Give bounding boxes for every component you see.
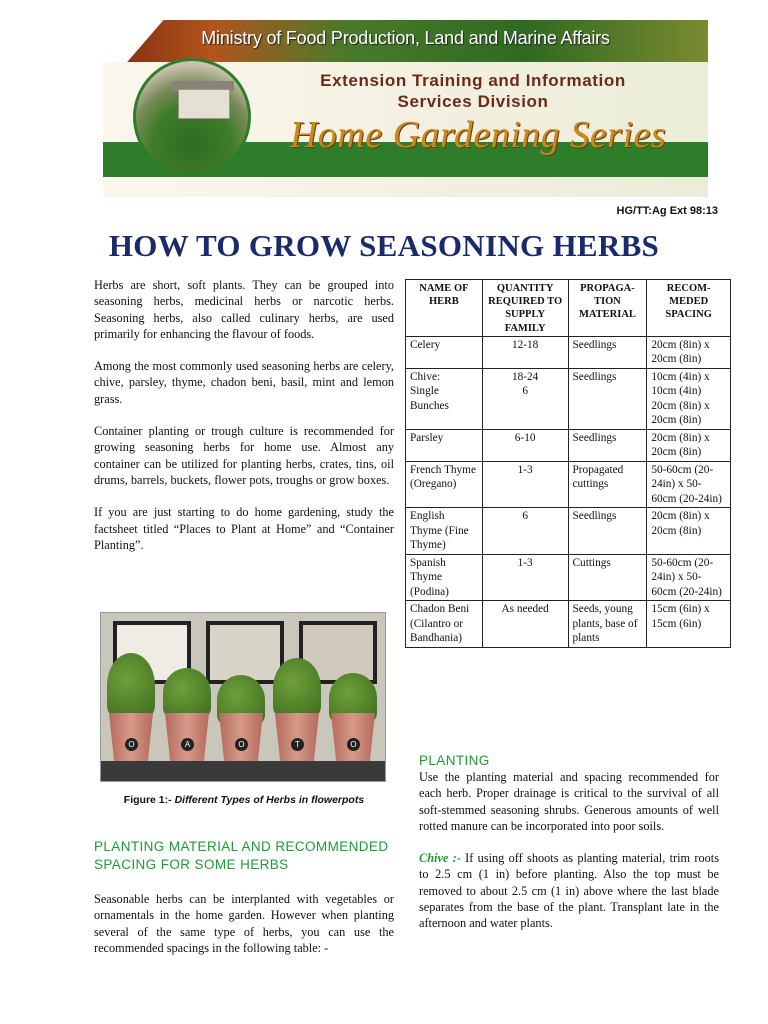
figure-label: Figure 1:- — [123, 794, 172, 806]
cell-herb-name: Celery — [406, 336, 483, 368]
figure-caption — [94, 794, 394, 806]
table-row — [406, 508, 731, 555]
herb-plant — [163, 668, 211, 718]
header-banner — [103, 20, 708, 197]
intro-column — [94, 277, 394, 569]
figure-caption-text: Different Types of Herbs in flowerpots — [174, 794, 365, 806]
intro-paragraph-3: Container planting or trough culture is recommended for growing seasoning herbs for home use. Almost any container can be utilized for planting herbs, crates, tins, oil drums, barrels, buckets, flower pots, troughs or grow boxes. — [94, 424, 394, 487]
table-row — [406, 554, 731, 601]
intro-paragraph-4: If you are just starting to do home gardening, study the factsheet titled “Places to Plant at Home” and “Container Planting”. — [94, 505, 394, 552]
section-spacing-body: Seasonable herbs can be interplanted with vegetables or ornamentals in the home garden. However when planting several of the same type of herbs, you can use the recommended spacings in the following table: - — [94, 892, 394, 955]
cell-propagation: Propagated cuttings — [568, 461, 647, 508]
cell-herb-name: English Thyme (Fine Thyme) — [406, 508, 483, 555]
cell-propagation: Seedlings — [568, 429, 647, 461]
section-heading-planting: PLANTING — [419, 753, 490, 768]
cell-quantity: 1-3 — [482, 461, 568, 508]
herb-plant — [273, 658, 321, 718]
cell-spacing: 20cm (8in) x 20cm (8in) — [647, 336, 731, 368]
series-title: Home Gardening Series — [289, 114, 667, 156]
cell-herb-name: Parsley — [406, 429, 483, 461]
herb-spacing-table — [405, 279, 731, 648]
cell-quantity: 1-3 — [482, 554, 568, 601]
chive-label: Chive :- — [419, 851, 461, 866]
column-header-propagation: PROPAGA-TION MATERIAL — [568, 280, 647, 337]
cell-quantity: 6-10 — [482, 429, 568, 461]
herb-plant — [107, 653, 155, 718]
cell-herb-name: French Thyme (Oregano) — [406, 461, 483, 508]
cell-herb-name: Spanish Thyme (Podina) — [406, 554, 483, 601]
section-heading-spacing: PLANTING MATERIAL AND RECOMMENDED SPACING FOR SOME HERBS — [94, 839, 389, 872]
shelf — [101, 761, 385, 781]
cell-quantity: 18-24 6 — [482, 368, 568, 429]
table-row — [406, 336, 731, 368]
table-header-row — [406, 280, 731, 337]
table-row — [406, 461, 731, 508]
division-line-2: Services Division — [397, 92, 549, 111]
column-header-name: NAME OF HERB — [406, 280, 483, 337]
column-header-spacing: RECOM-MEDED SPACING — [647, 280, 731, 337]
cell-propagation: Cuttings — [568, 554, 647, 601]
chive-text: If using off shoots as planting material, trim roots to 2.5 cm (1 in) before planting. Also the top must be removed to about 2.5 cm (1 in) above where the last blade separates from the base of the plant. Transplant late in the afternoon and water plants. — [419, 851, 719, 931]
cell-herb-name: Chive: Single Bunches — [406, 368, 483, 429]
pot-label: O — [347, 738, 360, 751]
division-line-1: Extension Training and Information — [320, 71, 626, 90]
pot-label: A — [181, 738, 194, 751]
planting-paragraph: Use the planting material and spacing recommended for each herb. Proper drainage is critical to the survival of all soft-stemmed seasoning shrubs. Generous amounts of well rotted manure can be incorporated into poor soils. — [419, 770, 719, 833]
division-name — [263, 70, 683, 112]
table-row — [406, 368, 731, 429]
cell-propagation: Seedlings — [568, 508, 647, 555]
cell-herb-name: Chadon Beni (Cilantro or Bandhania) — [406, 601, 483, 648]
cell-propagation: Seedlings — [568, 368, 647, 429]
cell-spacing: 50-60cm (20-24in) x 50-60cm (20-24in) — [647, 461, 731, 508]
cell-spacing: 50-60cm (20-24in) x 50-60cm (20-24in) — [647, 554, 731, 601]
cell-spacing: 20cm (8in) x 20cm (8in) — [647, 508, 731, 555]
intro-paragraph-2: Among the most commonly used seasoning herbs are celery, chive, parsley, thyme, chadon beni, basil, mint and lemon grass. — [94, 359, 394, 406]
section-planting-body — [419, 769, 719, 948]
cell-spacing: 20cm (8in) x 20cm (8in) — [647, 429, 731, 461]
cell-propagation: Seedlings — [568, 336, 647, 368]
garden-photo — [133, 58, 251, 176]
intro-paragraph-1: Herbs are short, soft plants. They can be grouped into seasoning herbs, medicinal herbs or narcotic herbs. Seasoning herbs, also called culinary herbs, are used primarily for enhancing the flavour of foods. — [94, 278, 394, 341]
cell-quantity: 12-18 — [482, 336, 568, 368]
cell-quantity: As needed — [482, 601, 568, 648]
column-header-quantity: QUANTITY REQUIRED TO SUPPLY FAMILY — [482, 280, 568, 337]
pot-label: O — [235, 738, 248, 751]
cell-spacing: 15cm (6in) x 15cm (6in) — [647, 601, 731, 648]
table-row — [406, 429, 731, 461]
cell-spacing: 10cm (4in) x 10cm (4in) 20cm (8in) x 20cm (8in) — [647, 368, 731, 429]
cell-quantity: 6 — [482, 508, 568, 555]
chive-paragraph — [419, 850, 719, 931]
page-title: HOW TO GROW SEASONING HERBS — [108, 228, 660, 263]
cell-propagation: Seeds, young plants, base of plants — [568, 601, 647, 648]
ministry-title: Ministry of Food Production, Land and Marine Affairs — [201, 28, 610, 48]
pot-label: T — [291, 738, 304, 751]
document-reference: HG/TT:Ag Ext 98:13 — [616, 205, 718, 217]
pot-label: O — [125, 738, 138, 751]
house — [178, 89, 230, 119]
herb-pots-photo — [100, 612, 386, 782]
table-row — [406, 601, 731, 648]
